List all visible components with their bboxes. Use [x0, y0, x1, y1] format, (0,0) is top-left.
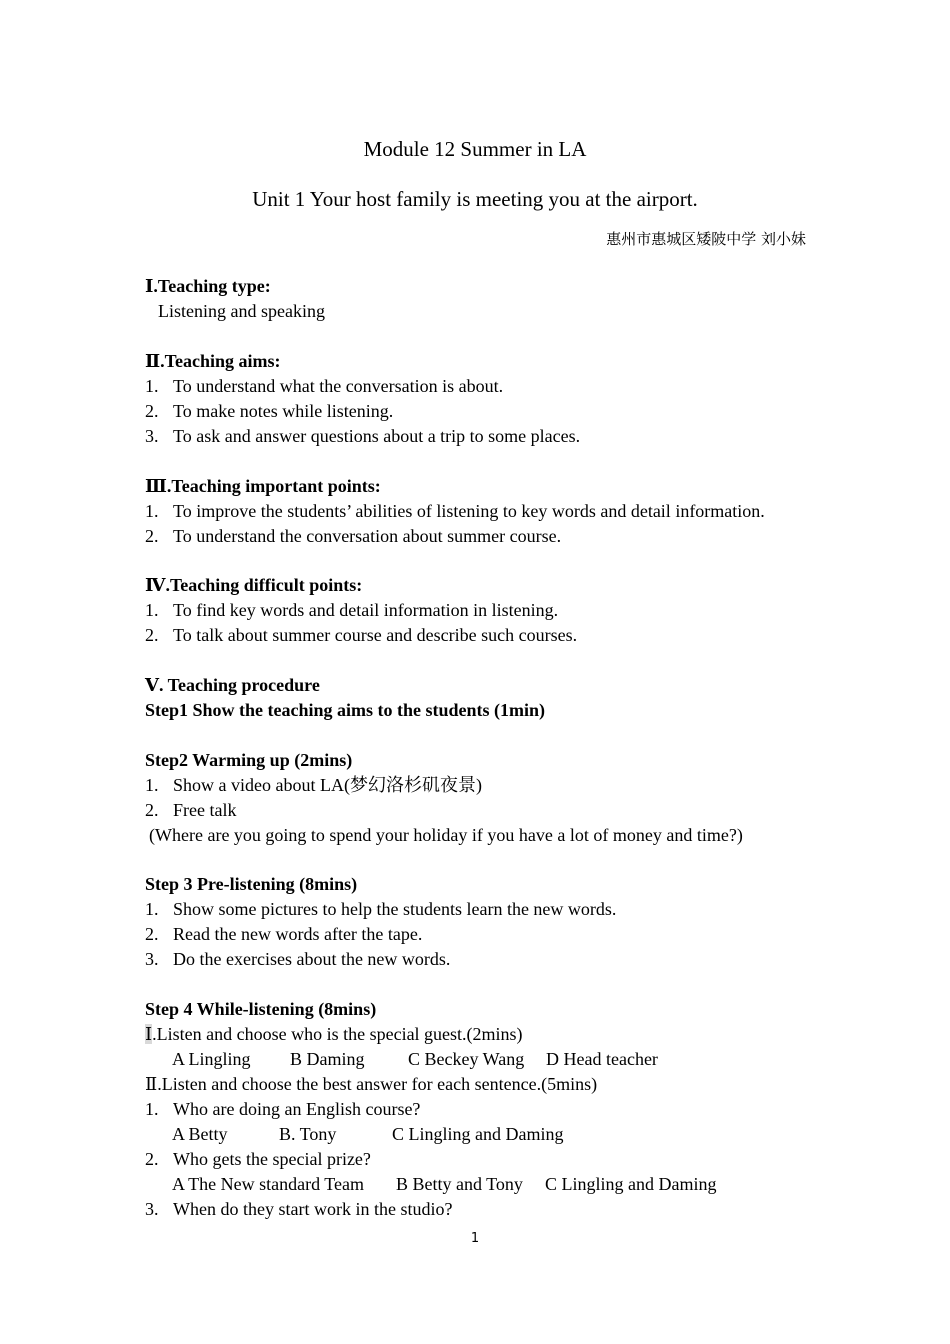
- list-item: 3. To ask and answer questions about a trip to some places.: [145, 426, 581, 446]
- document-title: Module 12 Summer in LA: [363, 137, 587, 161]
- section-heading-teaching-procedure: Ⅴ. Teaching procedure: [145, 675, 320, 695]
- listening-task-2: Ⅱ.Listen and choose the best answer for each sentence.(5mins): [145, 1074, 598, 1094]
- step1-heading: Step1 Show the teaching aims to the students (1min): [145, 700, 546, 720]
- option: A The New standard Team: [172, 1174, 365, 1194]
- list-item: 1. Show some pictures to help the students learn the new words.: [145, 899, 617, 919]
- option: C Lingling and Daming: [392, 1124, 564, 1144]
- teaching-type-text: Listening and speaking: [158, 301, 325, 321]
- section-heading-important-points: Ⅲ.Teaching important points:: [145, 476, 381, 496]
- list-item: 2. Free talk: [145, 800, 237, 820]
- list-item: 2. Read the new words after the tape.: [145, 924, 423, 944]
- option: B. Tony: [279, 1124, 337, 1144]
- step3-heading: Step 3 Pre-listening (8mins): [145, 874, 358, 894]
- section-heading-difficult-points: Ⅳ.Teaching difficult points:: [145, 575, 363, 595]
- section-heading-teaching-type: Ⅰ.Teaching type:: [145, 276, 271, 296]
- option: C Beckey Wang: [408, 1049, 525, 1069]
- step4-heading: Step 4 While-listening (8mins): [145, 999, 377, 1019]
- listening-task-1: Ⅰ.Listen and choose who is the special guest.(2mins): [145, 1024, 523, 1044]
- task1-options: [172, 1047, 658, 1072]
- question-3: 3. When do they start work in the studio?: [145, 1199, 453, 1219]
- list-item: 2. To make notes while listening.: [145, 401, 394, 421]
- question-2: 2. Who gets the special prize?: [145, 1149, 371, 1169]
- option: A Betty: [172, 1124, 228, 1144]
- step2-heading: Step2 Warming up (2mins): [145, 750, 353, 770]
- list-item: 2. To understand the conversation about summer course.: [145, 526, 562, 546]
- option: D Head teacher: [546, 1049, 658, 1069]
- list-item: 1. To improve the students’ abilities of listening to key words and detail information.: [145, 501, 765, 521]
- option: B Daming: [290, 1049, 365, 1069]
- question-1: 1. Who are doing an English course?: [145, 1099, 421, 1119]
- author-line: 惠州市惠城区矮陂中学 刘小妹: [606, 230, 806, 248]
- list-item: 1. Show a video about LA(梦幻洛杉矶夜景): [145, 775, 482, 795]
- document-subtitle: Unit 1 Your host family is meeting you at the airport.: [252, 187, 698, 211]
- section-heading-teaching-aims: Ⅱ.Teaching aims:: [145, 351, 281, 371]
- list-item: 3. Do the exercises about the new words.: [145, 949, 451, 969]
- option: B Betty and Tony: [396, 1174, 523, 1194]
- list-item: 2. To talk about summer course and describe such courses.: [145, 625, 578, 645]
- question-1-options: [172, 1122, 563, 1147]
- option: A Lingling: [172, 1049, 251, 1069]
- list-item: 1. To understand what the conversation is about.: [145, 376, 504, 396]
- list-item: 1. To find key words and detail information in listening.: [145, 600, 559, 620]
- page-number: 1: [470, 1231, 480, 1246]
- free-talk-question: (Where are you going to spend your holiday if you have a lot of money and time?): [149, 825, 743, 845]
- option: C Lingling and Daming: [545, 1174, 717, 1194]
- question-2-options: [172, 1172, 716, 1197]
